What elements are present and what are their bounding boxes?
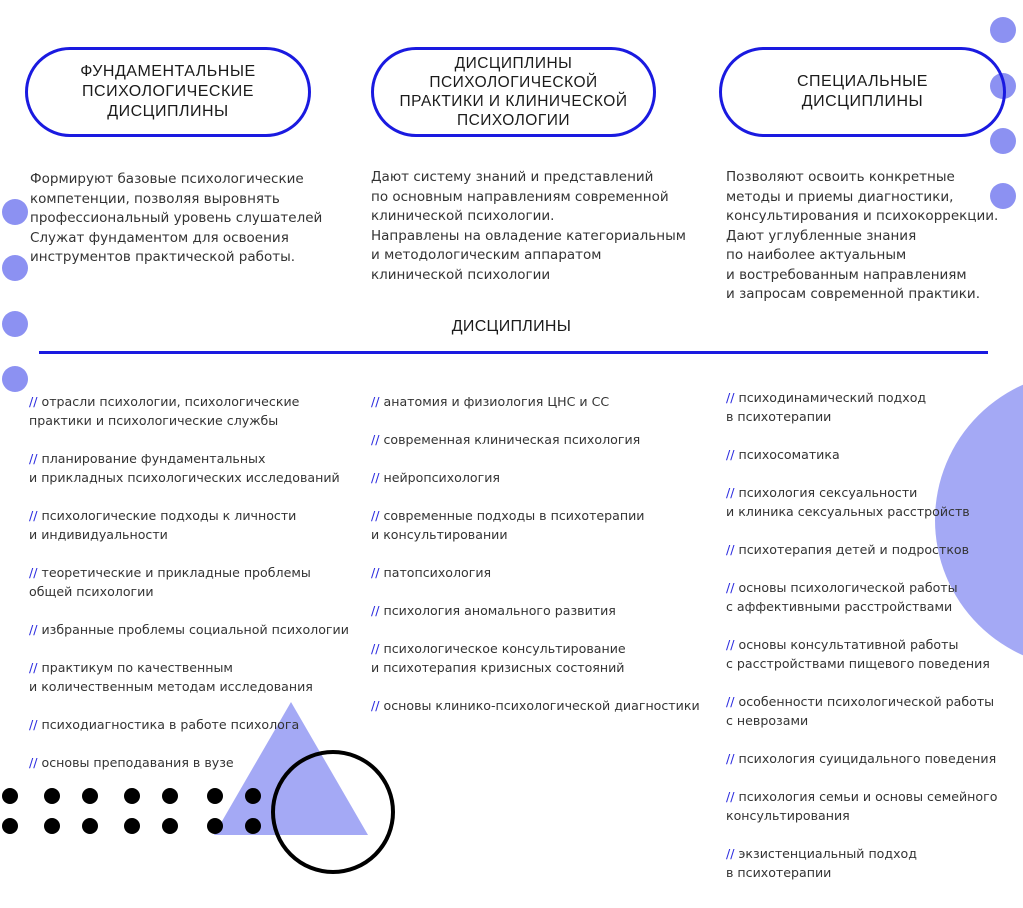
- discipline-item: [371, 601, 716, 620]
- discipline-item-text: основы преподавания в вузе: [41, 755, 234, 770]
- bullet-marker: //: [29, 660, 38, 675]
- bullet-marker: //: [29, 394, 38, 409]
- discipline-item-text: психология семьи и основы семейного консультирования: [726, 789, 998, 823]
- discipline-item-text: психосоматика: [738, 447, 840, 462]
- discipline-item: [371, 563, 716, 582]
- decorative-black-dot: [2, 818, 18, 834]
- discipline-item-text: экзистенциальный подход в психотерапии: [726, 846, 917, 880]
- discipline-item: [371, 506, 716, 544]
- bullet-marker: //: [371, 432, 380, 447]
- discipline-item-text: практикум по качественным и количественным методам исследования: [29, 660, 313, 694]
- discipline-item: [371, 468, 716, 487]
- bullet-marker: //: [371, 565, 380, 580]
- discipline-item-text: психотерапия детей и подростков: [738, 542, 970, 557]
- discipline-column-special: [726, 388, 1016, 901]
- discipline-item-text: основы клинико-психологической диагностики: [383, 698, 700, 713]
- discipline-item-text: психология сексуальности и клиника сексуальных расстройств: [726, 485, 970, 519]
- discipline-item: [29, 449, 359, 487]
- discipline-item: [726, 578, 1016, 616]
- discipline-column-clinical: [371, 392, 716, 734]
- discipline-item: [726, 635, 1016, 673]
- discipline-item-text: патопсихология: [383, 565, 492, 580]
- discipline-item: [726, 749, 1016, 768]
- discipline-item: [29, 620, 359, 639]
- discipline-column-fundamental: [29, 392, 359, 791]
- discipline-item-text: психодиагностика в работе психолога: [41, 717, 300, 732]
- discipline-item: [29, 715, 359, 734]
- discipline-item-text: особенности психологической работы с неврозами: [726, 694, 995, 728]
- discipline-item-text: анатомия и физиология ЦНС и СС: [383, 394, 610, 409]
- discipline-item: [371, 392, 716, 411]
- decorative-black-dot: [44, 818, 60, 834]
- discipline-item-text: психология аномального развития: [383, 603, 616, 618]
- bullet-marker: //: [726, 390, 735, 405]
- discipline-item-text: современные подходы в психотерапии и консультировании: [371, 508, 645, 542]
- bullet-marker: //: [726, 542, 735, 557]
- bullet-marker: //: [29, 622, 38, 637]
- discipline-item-text: планирование фундаментальных и прикладных психологических исследований: [29, 451, 340, 485]
- bullet-marker: //: [371, 698, 380, 713]
- discipline-item: [371, 639, 716, 677]
- bullet-marker: //: [29, 508, 38, 523]
- bullet-marker: //: [726, 694, 735, 709]
- discipline-item-text: теоретические и прикладные проблемы общей психологии: [29, 565, 311, 599]
- bullet-marker: //: [726, 485, 735, 500]
- discipline-item-text: основы консультативной работы с расстройствами пищевого поведения: [726, 637, 990, 671]
- decorative-black-dot: [2, 788, 18, 804]
- discipline-item-text: современная клиническая психология: [383, 432, 641, 447]
- bullet-marker: //: [726, 637, 735, 652]
- discipline-item: [726, 844, 1016, 882]
- discipline-item: [371, 696, 716, 715]
- section-title: ДИСЦИПЛИНЫ: [451, 318, 572, 335]
- discipline-item: [726, 787, 1016, 825]
- decorative-black-dot: [245, 818, 261, 834]
- bullet-marker: //: [29, 717, 38, 732]
- category-pill-fundamental: ФУНДАМЕНТАЛЬНЫЕ ПСИХОЛОГИЧЕСКИЕ ДИСЦИПЛИНЫ: [25, 47, 311, 137]
- bullet-marker: //: [726, 751, 735, 766]
- decorative-black-dot: [207, 818, 223, 834]
- discipline-item-text: психодинамический подход в психотерапии: [726, 390, 927, 424]
- bullet-marker: //: [371, 603, 380, 618]
- discipline-item: [29, 506, 359, 544]
- discipline-item-text: психологические подходы к личности и индивидуальности: [29, 508, 297, 542]
- discipline-item: [726, 445, 1016, 464]
- discipline-item-text: отрасли психологии, психологические практики и психологические службы: [29, 394, 300, 428]
- bullet-marker: //: [371, 394, 380, 409]
- discipline-item: [726, 388, 1016, 426]
- bullet-marker: //: [29, 451, 38, 466]
- bullet-marker: //: [726, 447, 735, 462]
- bullet-marker: //: [29, 755, 38, 770]
- category-description-clinical: Дают систему знаний и представлений по основным направлениям современной клинической психологии. Направлены на овладение категориальным и методологическим аппаратом клинической психологии: [371, 169, 686, 283]
- category-description-special: Позволяют освоить конкретные методы и приемы диагностики, консультирования и психокоррекции. Дают углубленные знания по наиболее актуальным и востребованным направлениям и запросам современной практики.: [726, 169, 999, 302]
- discipline-item-text: психологическое консультирование и психотерапия кризисных состояний: [371, 641, 626, 675]
- discipline-item-text: основы психологической работы с аффективными расстройствами: [726, 580, 958, 614]
- decorative-black-dot: [82, 818, 98, 834]
- bullet-marker: //: [371, 641, 380, 656]
- bullet-marker: //: [726, 789, 735, 804]
- bullet-marker: //: [371, 470, 380, 485]
- discipline-item: [29, 563, 359, 601]
- bullet-marker: //: [726, 846, 735, 861]
- discipline-item-text: избранные проблемы социальной психологии: [41, 622, 349, 637]
- category-description-fundamental: Формируют базовые психологические компетенции, позволяя выровнять профессиональный уровень слушателей Служат фундаментом для освоения инструментов практической работы.: [30, 171, 323, 265]
- discipline-item: [726, 483, 1016, 521]
- discipline-item: [726, 540, 1016, 559]
- category-pill-clinical: ДИСЦИПЛИНЫ ПСИХОЛОГИЧЕСКОЙ ПРАКТИКИ И КЛИНИЧЕСКОЙ ПСИХОЛОГИИ: [371, 47, 656, 137]
- bullet-marker: //: [726, 580, 735, 595]
- discipline-item-text: психология суицидального поведения: [738, 751, 997, 766]
- discipline-item: [29, 392, 359, 430]
- discipline-item: [371, 430, 716, 449]
- decorative-black-dot: [124, 818, 140, 834]
- discipline-item: [726, 692, 1016, 730]
- bullet-marker: //: [371, 508, 380, 523]
- category-pill-special: СПЕЦИАЛЬНЫЕ ДИСЦИПЛИНЫ: [719, 47, 1006, 137]
- discipline-item: [29, 658, 359, 696]
- discipline-item: [29, 753, 359, 772]
- bullet-marker: //: [29, 565, 38, 580]
- decorative-black-dot: [162, 818, 178, 834]
- discipline-item-text: нейропсихология: [383, 470, 500, 485]
